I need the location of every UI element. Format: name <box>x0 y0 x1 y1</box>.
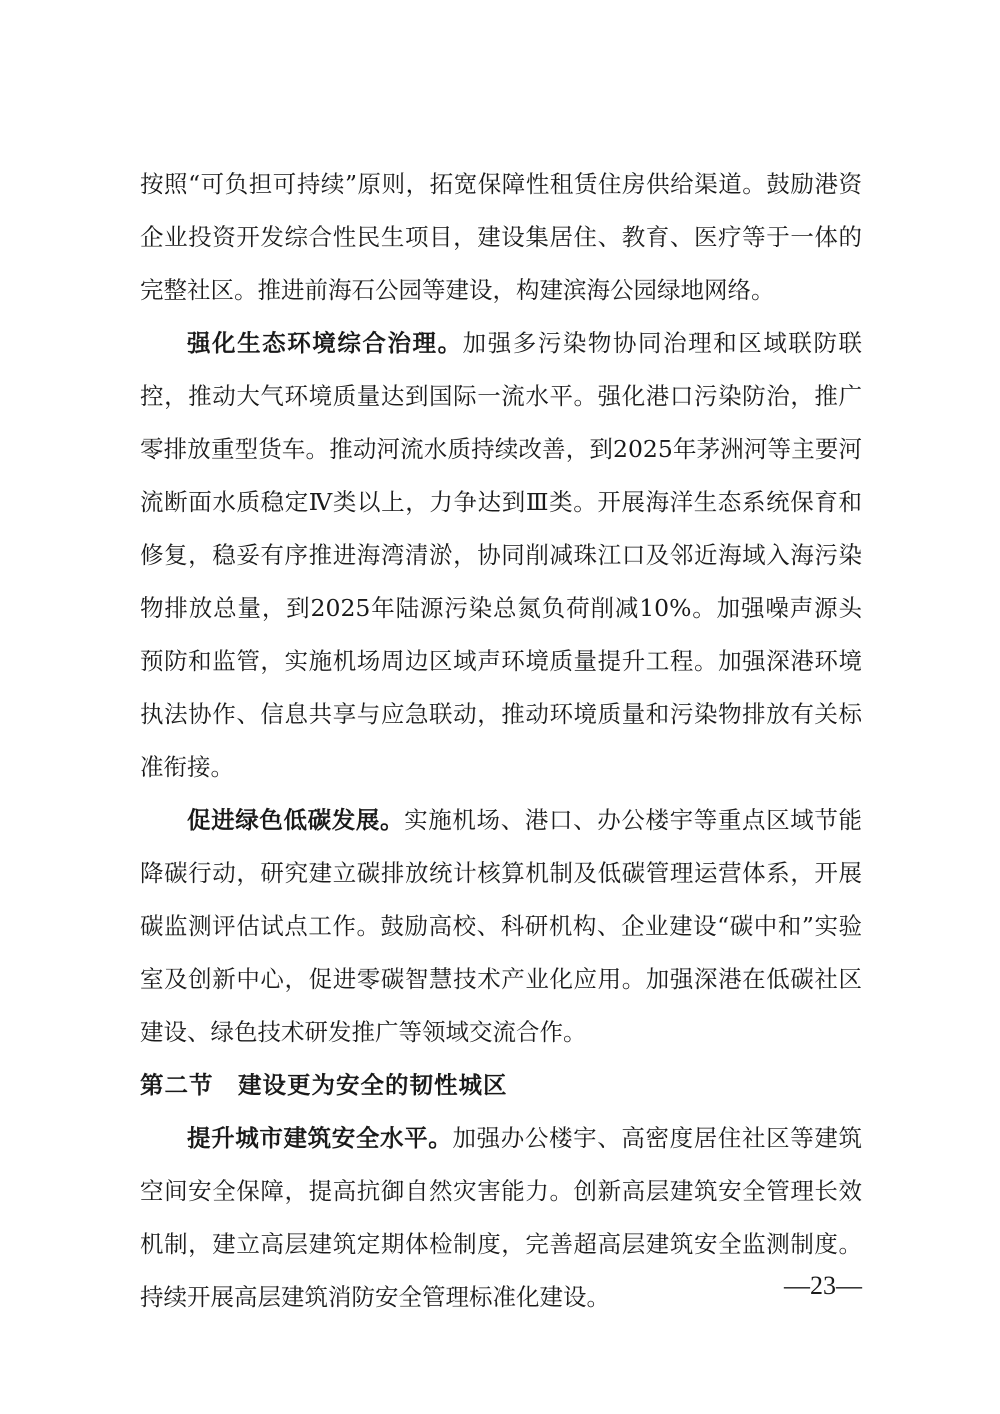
paragraph-ecology <box>140 317 862 794</box>
body-text <box>140 158 862 1324</box>
paragraph-ecology-lead: 强化生态环境综合治理。 <box>187 329 463 357</box>
page-number: —23— <box>784 1271 862 1300</box>
paragraph-ecology-text: 加强多污染物协同治理和区域联防联控，推动大气环境质量达到国际一流水平。强化港口污染防治，推广零排放重型货车。推动河流水质持续改善，到2025年茅洲河等主要河流断面水质稳定Ⅳ类以上，力争达到Ⅲ类。开展海洋生态系统保育和修复，稳妥有序推进海湾清淤，协同削减珠江口及邻近海域入海污染物排放总量，到2025年陆源污染总氮负荷削减10%。加强噪声源头预防和监管，实施机场周边区域声环境质量提升工程。加强深港环境执法协作、信息共享与应急联动，推动环境质量和污染物排放有关标准衔接。 <box>140 329 863 781</box>
paragraph-low-carbon-lead: 促进绿色低碳发展。 <box>187 806 405 834</box>
paragraph-building-safety-text: 加强办公楼宇、高密度居住社区等建筑空间安全保障，提高抗御自然灾害能力。创新高层建筑安全管理长效机制，建立高层建筑定期体检制度，完善超高层建筑安全监测制度。持续开展高层建筑消防安全管理标准化建设。 <box>140 1124 863 1311</box>
paragraph-housing-text: 按照“可负担可持续”原则，拓宽保障性租赁住房供给渠道。鼓励港资企业投资开发综合性民生项目，建设集居住、教育、医疗等于一体的完整社区。推进前海石公园等建设，构建滨海公园绿地网络。 <box>140 170 862 304</box>
paragraph-low-carbon-text: 实施机场、港口、办公楼宇等重点区域节能降碳行动，研究建立碳排放统计核算机制及低碳管理运营体系，开展碳监测评估试点工作。鼓励高校、科研机构、企业建设“碳中和”实验室及创新中心，促进零碳智慧技术产业化应用。加强深港在低碳社区建设、绿色技术研发推广等领域交流合作。 <box>140 806 863 1046</box>
paragraph-building-safety-lead: 提升城市建筑安全水平。 <box>187 1124 453 1152</box>
section-heading: 第二节 建设更为安全的韧性城区 <box>140 1071 508 1099</box>
paragraph-low-carbon <box>140 794 862 1059</box>
paragraph-building-safety <box>140 1112 862 1324</box>
paragraph-housing <box>140 158 862 317</box>
